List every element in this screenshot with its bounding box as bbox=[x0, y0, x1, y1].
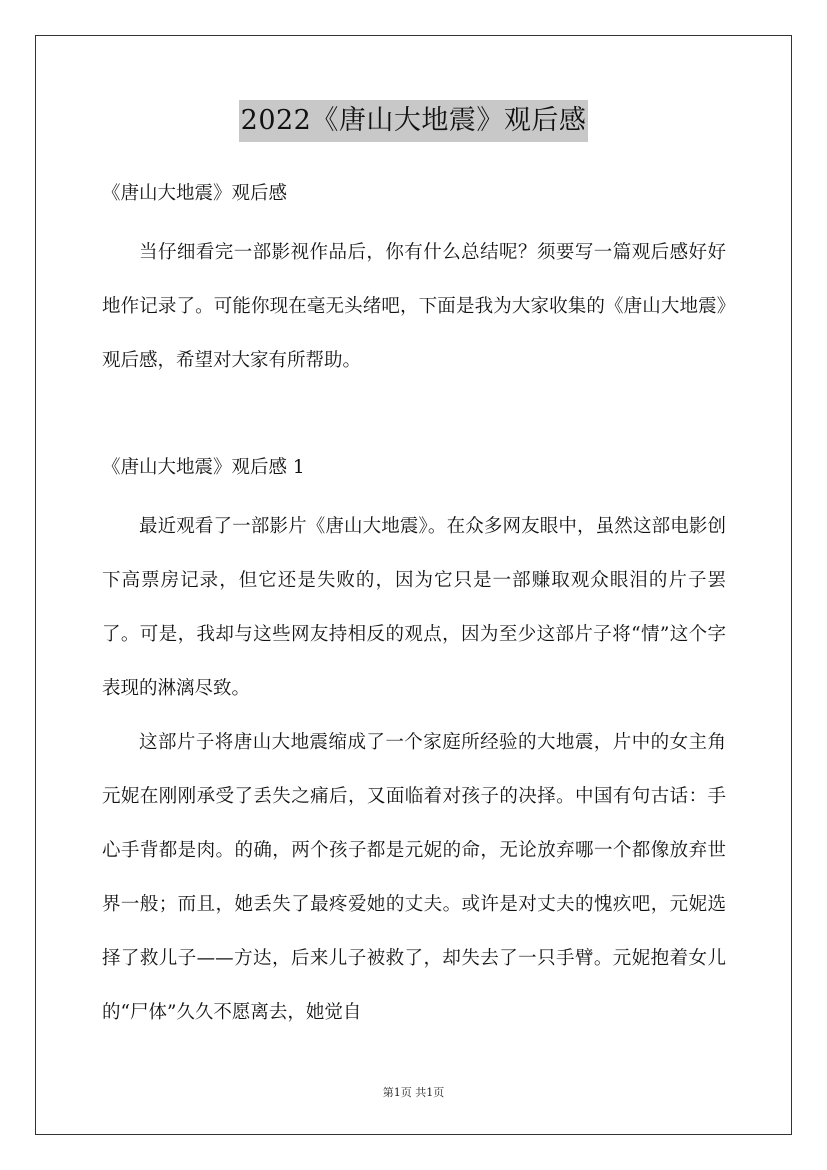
document-subtitle: 《唐山大地震》观后感 bbox=[102, 183, 288, 204]
intro-paragraph: 当仔细看完一部影视作品后，你有什么总结呢？须要写一篇观后感好好地作记录了。可能你现在毫无头绪吧，下面是我为大家收集的《唐山大地震》观后感，希望对大家有所帮助。 bbox=[102, 242, 726, 371]
page-footer: 第1页 共1页 bbox=[382, 1086, 445, 1099]
body-paragraph-1: 最近观看了一部影片《唐山大地震》。在众多网友眼中，虽然这部电影创下高票房记录，但它还是失败的，因为它只是一部赚取观众眼泪的片子罢了。可是，我却与这些网友持相反的观点，因为至少这部片子将“情”这个字表现的淋漓尽致。 bbox=[102, 516, 726, 699]
document-title: 2022《唐山大地震》观后感 bbox=[239, 100, 589, 142]
body-paragraph-2: 这部片子将唐山大地震缩成了一个家庭所经验的大地震，片中的女主角元妮在刚刚承受了丢失之痛后，又面临着对孩子的决择。中国有句古话：手心手背都是肉。的确，两个孩子都是元妮的命，无论放弃哪一个都像放弃世界一般；而且，她丢失了最疼爱她的丈夫。或许是对丈夫的愧疚吧，元妮选择了救儿子——方达，后来儿子被救了，却失去了一只手臂。元妮抱着女儿的“尸体”久久不愿离去，她觉自 bbox=[102, 732, 726, 1023]
document-title-wrap bbox=[0, 100, 827, 142]
section-heading: 《唐山大地震》观后感 1 bbox=[102, 457, 305, 478]
document-body bbox=[102, 174, 726, 1040]
